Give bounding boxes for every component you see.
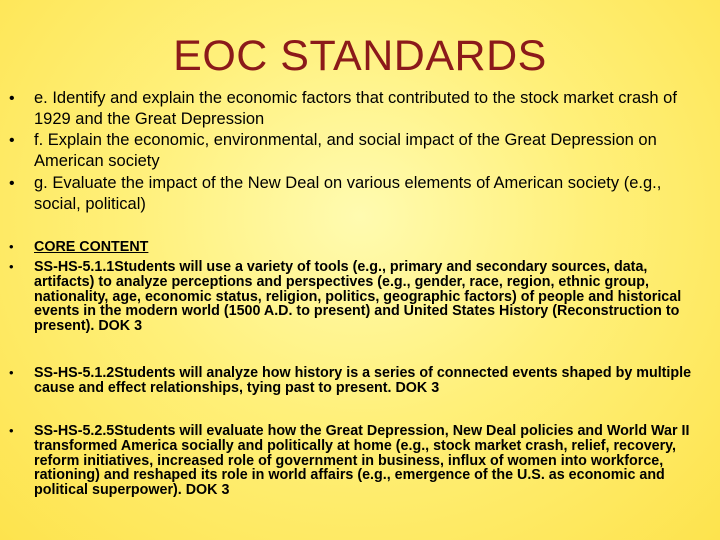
core-content-text: SS-HS-5.1.2Students will analyze how history is a series of connected events shaped by multiple cause and effect relationships, tying past to present. DOK 3 — [34, 365, 692, 396]
objective-text: f. Explain the economic, environmental, and social impact of the Great Depression on American society — [34, 131, 657, 170]
core-content-heading: CORE CONTENT — [34, 239, 149, 255]
bullet-icon: • — [9, 365, 14, 380]
bullet-icon: • — [9, 90, 15, 107]
objective-text: g. Evaluate the impact of the New Deal on various elements of American society (e.g., social, political) — [34, 174, 662, 213]
core-content-text: SS-HS-5.2.5Students will evaluate how the Great Depression, New Deal policies and World War II transformed America socially and politically at home (e.g., stock market crash, relief, recovery, reform initiatives, increased role of government in business, influx of women into workforce, rationing) and reshaped its role in world affairs (e.g., emergence of the U.S. as economic and political superpower). DOK 3 — [34, 423, 690, 499]
bullet-icon: • — [9, 132, 15, 149]
bullet-icon: • — [9, 259, 14, 274]
bullet-icon: • — [9, 239, 14, 254]
bullet-icon: • — [9, 175, 15, 192]
bullet-icon: • — [9, 423, 14, 438]
core-content-text: SS-HS-5.1.1Students will use a variety of tools (e.g., primary and secondary sources, data, artifacts) to analyze perceptions and perspectives (e.g., gender, race, region, ethnic group, nationality, age, economic status, religion, politics, geographic factors) of people and historical events in the modern world (1500 A.D. to present) and United States History (Reconstruction to present). DOK 3 — [34, 259, 682, 335]
slide-title: EOC STANDARDS — [173, 32, 547, 80]
objective-text: e. Identify and explain the economic factors that contributed to the stock market crash of 1929 and the Great Depression — [34, 89, 677, 128]
